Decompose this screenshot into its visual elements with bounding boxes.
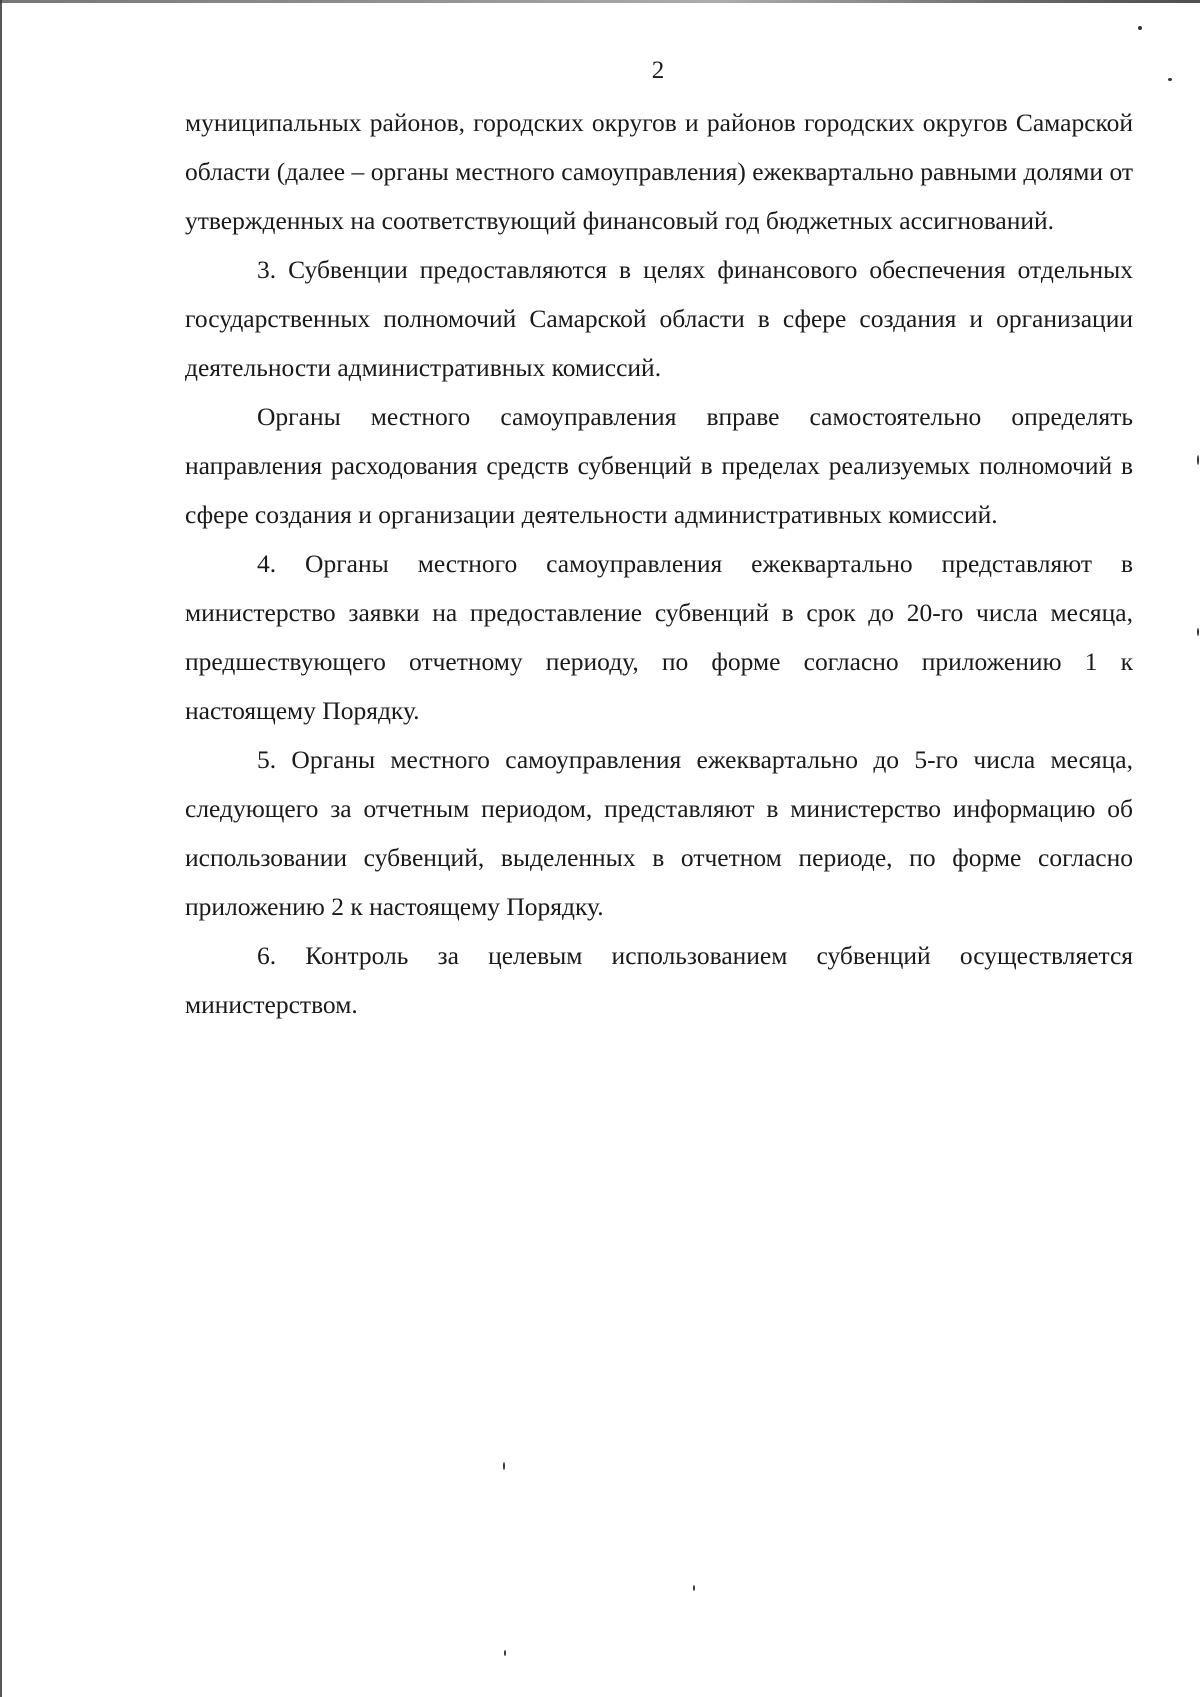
paragraph-clause-5: 5. Органы местного самоуправления ежеквартально до 5-го числа месяца, следующего за отчетным периодом, представляют в министерство информацию об использовании субвенций, выделенных в отчетном периоде, по форме согласно приложению 2 к настоящему Порядку.: [185, 745, 1133, 921]
page-number: 2: [651, 57, 665, 84]
paragraph-clause-6: 6. Контроль за целевым использованием субвенций осуществляется министерством.: [185, 941, 1133, 1019]
scan-speck: [503, 1462, 505, 1470]
scan-speck: [693, 1585, 695, 1591]
scan-speck: [1197, 455, 1199, 465]
scan-speck: [504, 1650, 506, 1656]
scan-top-edge: [0, 0, 1200, 3]
scan-speck: [1197, 628, 1199, 636]
scan-speck: [1138, 26, 1142, 30]
document-body: [185, 98, 1133, 1029]
paragraph-municipal-continuation: муниципальных районов, городских округов и районов городских округов Самарской области (далее – органы местного самоуправления) ежеквартально равными долями от утвержденных на соответствующий финансовый год бюджетных ассигнований.: [185, 108, 1133, 235]
paragraph-clause-3: 3. Субвенции предоставляются в целях финансового обеспечения отдельных государственных полномочий Самарской области в сфере создания и организации деятельности административных комиссий.: [185, 255, 1133, 382]
scan-left-edge: [0, 0, 2, 1697]
paragraph-clause-3-rights: Органы местного самоуправления вправе самостоятельно определять направления расходования средств субвенций в пределах реализуемых полномочий в сфере создания и организации деятельности административных комиссий.: [185, 402, 1133, 529]
paragraph-clause-4: 4. Органы местного самоуправления ежеквартально представляют в министерство заявки на предоставление субвенций в срок до 20-го числа месяца, предшествующего отчетному периоду, по форме согласно приложению 1 к настоящему Порядку.: [185, 549, 1133, 725]
